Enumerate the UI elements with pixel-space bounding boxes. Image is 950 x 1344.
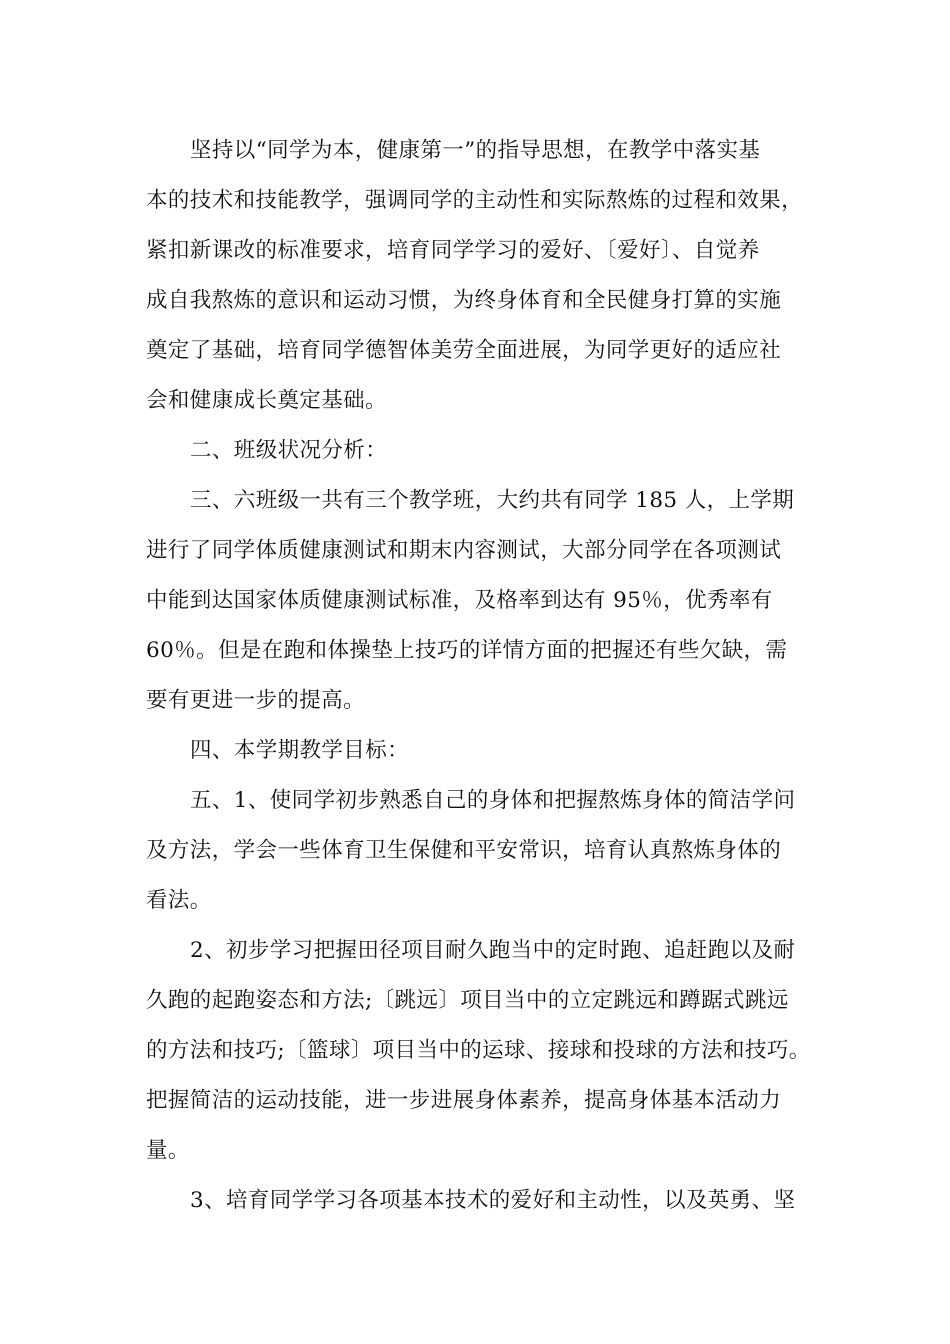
paragraph-line: 紧扣新课改的标准要求，培育同学学习的爱好、〔爱好〕、自觉养 — [146, 238, 760, 263]
section-heading: 二、班级状况分析： — [190, 438, 388, 463]
paragraph-line: 三、六班级一共有三个教学班，大约共有同学 185 人，上学期 — [190, 488, 795, 513]
paragraph-line: 会和健康成长奠定基础。 — [146, 388, 387, 413]
paragraph-line: 奠定了基础，培育同学德智体美劳全面进展，为同学更好的适应社 — [146, 338, 782, 363]
paragraph-line: 坚持以“同学为本，健康第一”的指导思想，在教学中落实基 — [190, 138, 761, 163]
paragraph-line: 2、初步学习把握田径项目耐久跑当中的定时跑、追赶跑以及耐 — [190, 938, 796, 963]
section-heading: 四、本学期教学目标： — [190, 738, 410, 763]
paragraph-line: 60％。但是在跑和体操垫上技巧的详情方面的把握还有些欠缺，需 — [146, 638, 788, 663]
paragraph-line: 久跑的起跑姿态和方法;〔跳远〕项目当中的立定跳远和蹲踞式跳远 — [146, 988, 789, 1013]
paragraph-line: 要有更进一步的提高。 — [146, 688, 366, 713]
paragraph-line: 把握简洁的运动技能，进一步进展身体素养，提高身体基本活动力 — [146, 1088, 782, 1113]
paragraph-line: 成自我熬炼的意识和运动习惯，为终身体育和全民健身打算的实施 — [146, 288, 782, 313]
paragraph-line: 五、1、使同学初步熟悉自己的身体和把握熬炼身体的简洁学问 — [190, 788, 796, 813]
paragraph-line: 量。 — [146, 1138, 190, 1163]
paragraph-line: 3、培育同学学习各项基本技术的爱好和主动性，以及英勇、坚 — [190, 1188, 796, 1213]
paragraph-line: 本的技术和技能教学，强调同学的主动性和实际熬炼的过程和效果， — [146, 188, 804, 213]
paragraph-line: 看法。 — [146, 888, 212, 913]
paragraph-line: 中能到达国家体质健康测试标准，及格率到达有 95％，优秀率有 — [146, 588, 773, 613]
paragraph-line: 的方法和技巧;〔篮球〕项目当中的运球、接球和投球的方法和技巧。 — [146, 1038, 811, 1063]
paragraph-line: 及方法，学会一些体育卫生保健和平安常识，培育认真熬炼身体的 — [146, 838, 782, 863]
paragraph-line: 进行了同学体质健康测试和期末内容测试，大部分同学在各项测试 — [146, 538, 782, 563]
